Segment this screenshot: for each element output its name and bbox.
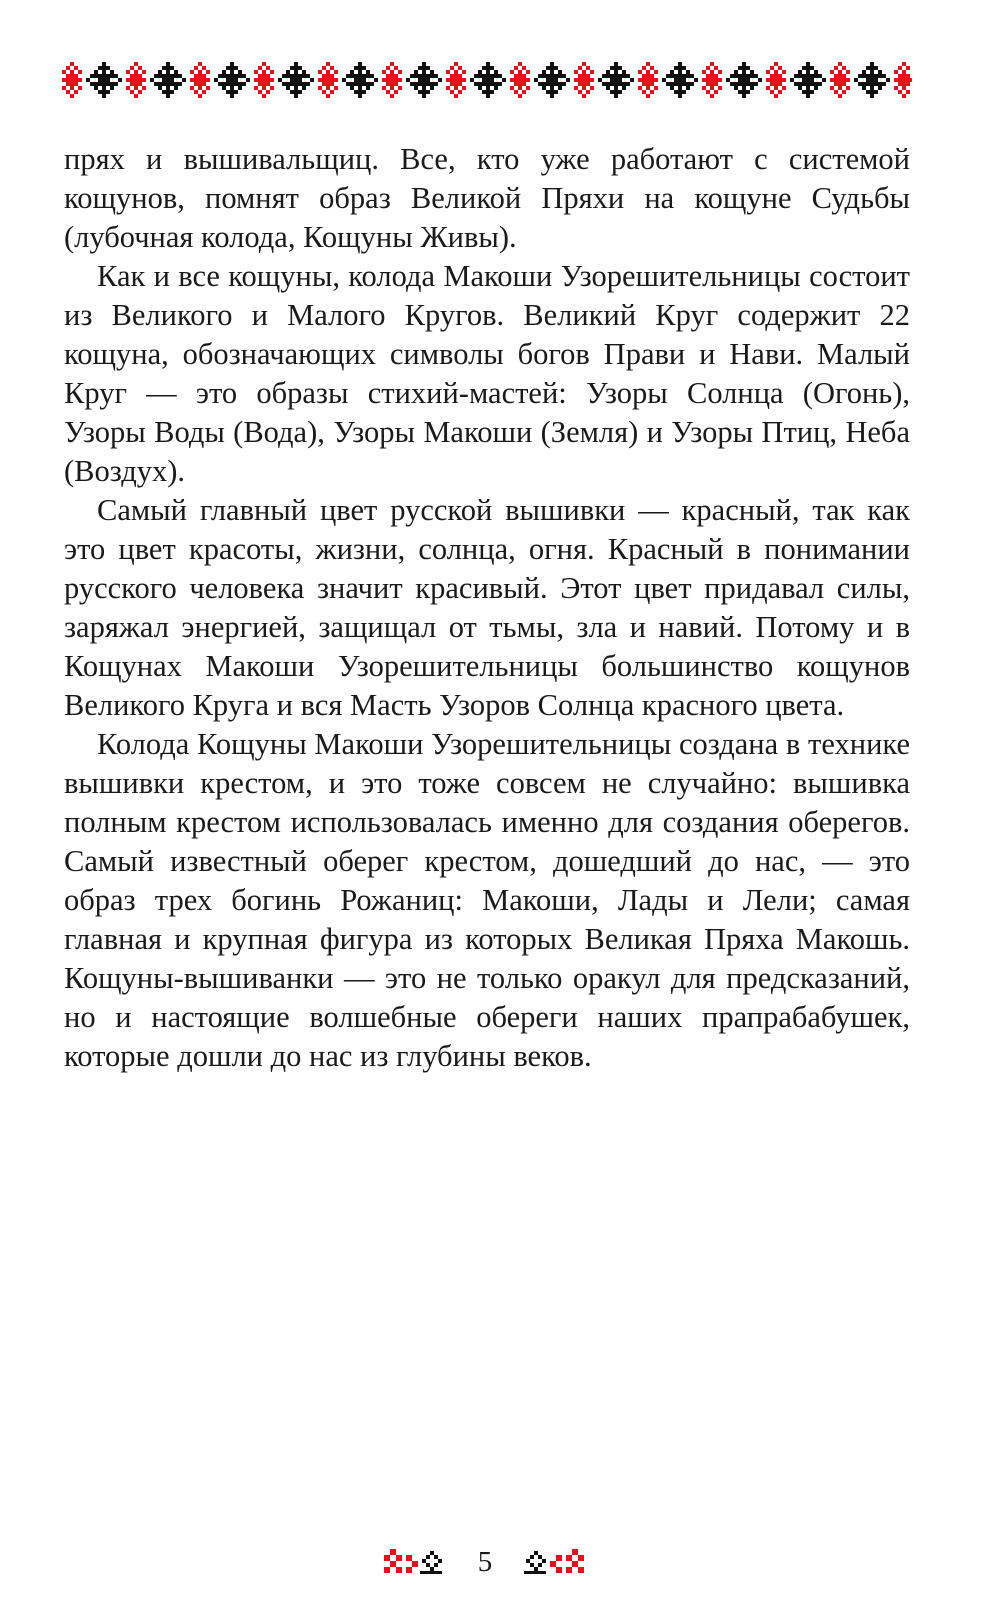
paragraph-1: прях и вышивальщиц. Все, кто уже работают с системой кощунов, помнят образ Великой Пряхи на кощуне Судьбы (лубочная колода, Кощуны Живы). xyxy=(64,142,910,254)
cross-stitch-flower-icon xyxy=(518,1547,588,1577)
page-footer xyxy=(0,1545,1000,1581)
page-number: 5 xyxy=(477,1546,493,1578)
cross-stitch-flower-icon xyxy=(380,1547,450,1577)
paragraph-4: Колода Кощуны Макоши Узорешительницы создана в технике вышивки крестом, и это тоже совсем не случайно: вышивка полным крестом использовалась именно для создания оберегов. Самый известный оберег крестом, дошедший до нас, — это образ трех богинь Рожаниц: Макоши, Лады и Лели; самая главная и крупная фигура из которых Великая Пряха Макошь. Кощуны-вышиванки — это не только оракул для предсказаний, но и настоящие волшебные обереги наших прапрабабушек, которые дошли до нас из глубины веков. xyxy=(64,727,910,1073)
cross-stitch-border-icon xyxy=(62,60,912,100)
paragraph-3: Самый главный цвет русской вышивки — красный, так как это цвет красоты, жизни, солнца, огня. Красный в понимании русского человека значит красивый. Этот цвет придавал силы, заряжал энергией, защищал от тьмы, зла и навий. Потому и в Кощунах Макоши Узорешительницы большинство кощунов Великого Круга и вся Масть Узоров Солнца красного цвета. xyxy=(64,493,910,722)
paragraph-2: Как и все кощуны, колода Макоши Узорешительницы состоит из Великого и Малого Кругов. Великий Круг содержит 22 кощуна, обозначающих символы богов Прави и Нави. Малый Круг — это образы стихий-мастей: Узоры Солнца (Огонь), Узоры Воды (Вода), Узоры Макоши (Земля) и Узоры Птиц, Неба (Воздух). xyxy=(64,259,910,488)
body-text xyxy=(64,140,910,1076)
